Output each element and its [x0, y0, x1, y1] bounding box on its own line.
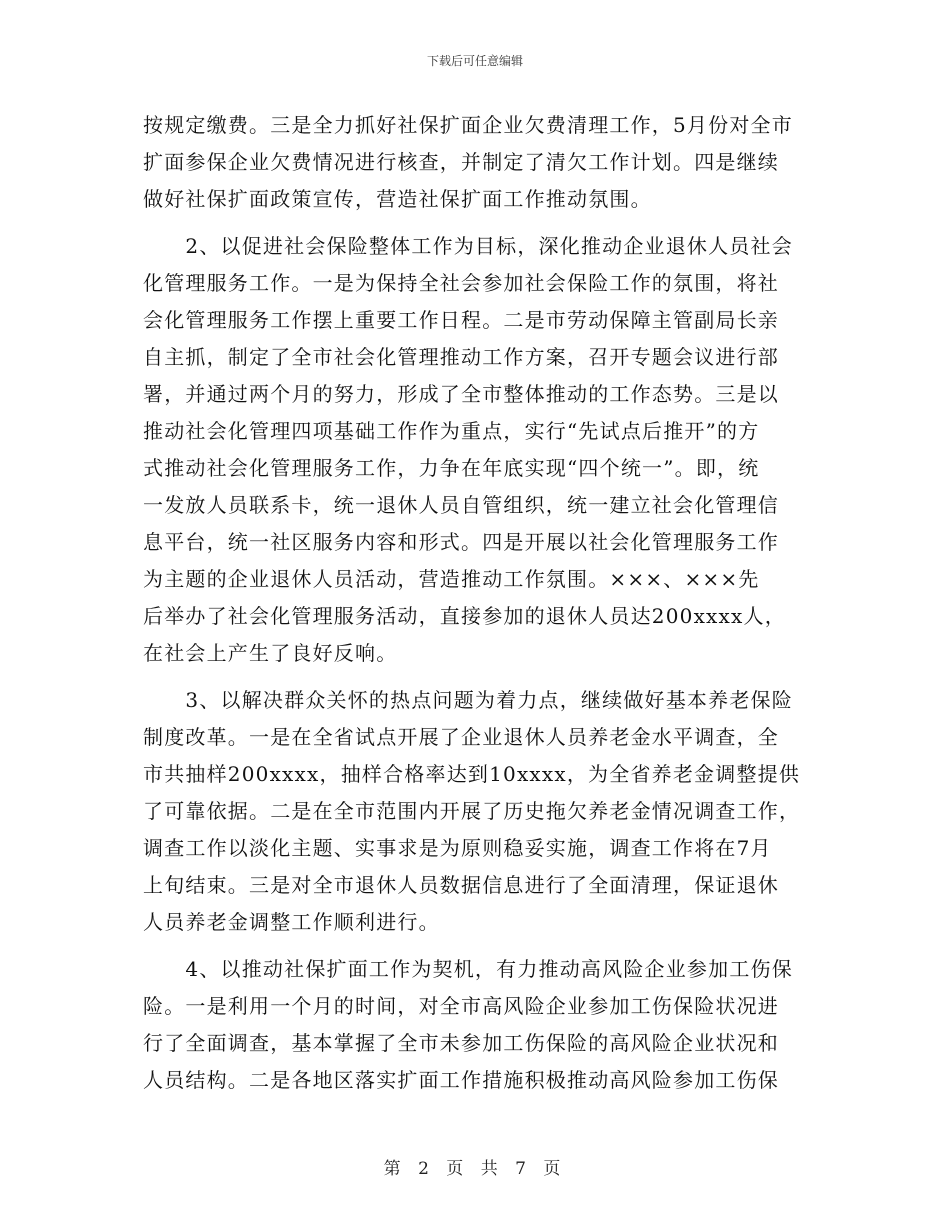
text-line: 险。一是利用一个月的时间，对全市高风险企业参加工伤保险状况进: [143, 994, 779, 1018]
text-line: 人员养老金调整工作顺利进行。: [143, 910, 440, 934]
text-line: 息平台，统一社区服务内容和形式。四是开展以社会化管理服务工作: [143, 530, 779, 554]
text-line: 按规定缴费。三是全力抓好社保扩面企业欠费清理工作，5月份对全市: [143, 113, 793, 137]
text-line: 署，并通过两个月的努力，形成了全市整体推动的工作态势。三是以: [143, 382, 779, 406]
text-line: 一发放人员联系卡，统一退休人员自管组织，统一建立社会化管理信: [143, 493, 779, 517]
text-line: 制度改革。一是在全省试点开展了企业退休人员养老金水平调查，全: [143, 725, 779, 749]
text-line: 会化管理服务工作摆上重要工作日程。二是市劳动保障主管副局长亲: [143, 308, 779, 332]
text-line: 了可靠依据。二是在全市范围内开展了历史拖欠养老金情况调查工作，: [143, 799, 801, 823]
text-line: 做好社保扩面政策宣传，营造社保扩面工作推动氛围。: [143, 187, 652, 211]
paragraph-1: [143, 107, 813, 218]
document-body: [143, 107, 813, 1099]
text-line: 市共抽样200xxxx，抽样合格率达到10xxxx，为全省养老金调整提供: [143, 762, 801, 786]
text-line: 行了全面调查，基本掌握了全市未参加工伤保险的高风险企业状况和: [143, 1031, 779, 1055]
text-line: 后举办了社会化管理服务活动，直接参加的退休人员达200xxxx人，: [143, 604, 786, 628]
page-number-footer: 第 2 页 共 7 页: [383, 1159, 567, 1179]
text-line: 在社会上产生了良好反响。: [143, 641, 398, 665]
text-line: 式推动社会化管理服务工作，力争在年底实现“四个统一”。即，统: [143, 456, 760, 480]
text-line: 2、以促进社会保险整体工作为目标，深化推动企业退休人员社会: [143, 234, 793, 258]
text-line: 扩面参保企业欠费情况进行核查，并制定了清欠工作计划。四是继续: [143, 150, 779, 174]
text-line: 上旬结束。三是对全市退休人员数据信息进行了全面清理，保证退休: [143, 873, 779, 897]
text-line: 推动社会化管理四项基础工作作为重点，实行“先试点后推开”的方: [143, 419, 760, 443]
text-line: 4、以推动社保扩面工作为契机，有力推动高风险企业参加工伤保: [143, 957, 793, 981]
paragraph-2: [143, 228, 813, 672]
text-line: 自主抓，制定了全市社会化管理推动工作方案，召开专题会议进行部: [143, 345, 779, 369]
page-header: 下载后可任意编辑: [426, 54, 523, 68]
text-line: 3、以解决群众关怀的热点问题为着力点，继续做好基本养老保险: [143, 688, 793, 712]
text-line: 化管理服务工作。一是为保持全社会参加社会保险工作的氛围，将社: [143, 271, 779, 295]
text-line: 为主题的企业退休人员活动，营造推动工作氛围。×××、×××先: [143, 567, 760, 591]
text-line: 人员结构。二是各地区落实扩面工作措施积极推动高风险参加工伤保: [143, 1068, 779, 1092]
paragraph-3: [143, 682, 813, 941]
paragraph-4: [143, 951, 813, 1099]
text-line: 调查工作以淡化主题、实事求是为原则稳妥实施，调查工作将在7月: [143, 836, 772, 860]
